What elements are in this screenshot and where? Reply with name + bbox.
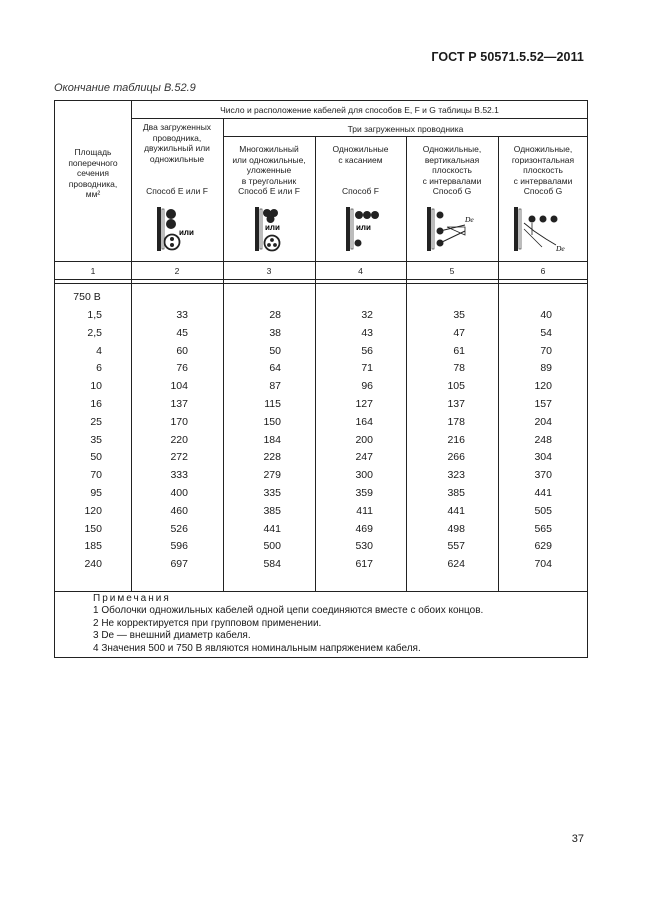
table-cell: 469 (355, 522, 373, 535)
table-cell: 105 (447, 380, 465, 393)
table-cell: 411 (356, 504, 373, 517)
note-item: 3 Dе — внешний диаметр кабеля. (93, 630, 251, 642)
table-cell: 104 (170, 380, 188, 393)
row-cross-section: 25 (90, 415, 102, 428)
table-cell: 248 (534, 433, 552, 446)
row-cross-section: 95 (90, 487, 102, 499)
row-cross-section: 50 (90, 451, 102, 464)
fig-label-ili: или (265, 223, 280, 232)
table-cell: 624 (447, 558, 465, 571)
table-cell: 498 (447, 522, 465, 535)
table-cell: 120 (534, 380, 552, 393)
table-cell: 38 (269, 326, 281, 339)
table-cell: 272 (170, 451, 188, 464)
col4-method: Способ F (342, 186, 379, 196)
figure-two-cables (155, 205, 201, 255)
table-cell: 526 (170, 522, 188, 535)
table-cell: 70 (540, 344, 552, 357)
table-cell: 184 (263, 433, 281, 446)
table-cell: 505 (534, 504, 552, 517)
table-cell: 279 (263, 469, 281, 482)
table-caption: Окончание таблицы В.52.9 (54, 82, 196, 94)
table-cell: 54 (540, 326, 552, 339)
col2-header: Два загруженных проводника, двужильный или одножильные (142, 122, 212, 164)
table-cell: 359 (355, 487, 373, 499)
table-cell: 28 (269, 309, 281, 321)
table-cell: 617 (355, 558, 373, 571)
table-cell: 87 (269, 380, 281, 393)
table-cell: 64 (269, 362, 281, 375)
figure-vertical-spaced-cables (425, 205, 487, 255)
col-number: 6 (540, 266, 546, 276)
table-cell: 216 (447, 433, 465, 446)
fig-label-ili: или (179, 228, 194, 237)
fig-label-de: De (556, 244, 565, 253)
table-cell: 697 (170, 558, 188, 571)
table-cell: 300 (355, 469, 373, 482)
table-cell: 584 (263, 558, 281, 571)
table-cell: 500 (263, 540, 281, 553)
three-loaded-header: Три загруженных проводника (347, 124, 464, 134)
table-cell: 157 (534, 398, 552, 410)
table-cell: 323 (447, 469, 465, 482)
table-cell: 304 (534, 451, 552, 464)
row-cross-section: 16 (90, 398, 102, 410)
col-number: 1 (90, 266, 96, 276)
table-cell: 33 (176, 309, 188, 321)
table-cell: 61 (453, 344, 465, 357)
row-cross-section: 240 (84, 558, 102, 571)
data-table (54, 100, 588, 658)
row-cross-section: 2,5 (87, 326, 102, 339)
col-number: 3 (266, 266, 272, 276)
table-cell: 47 (453, 326, 465, 339)
note-item: 2 Не корректируется при групповом применении. (93, 617, 322, 629)
table-cell: 441 (534, 487, 552, 499)
table-cell: 60 (176, 344, 188, 357)
row-cross-section: 4 (96, 344, 102, 357)
table-cell: 704 (534, 558, 552, 571)
col5-header: Одножильные, вертикальная плоскость с интервалами Способ G (422, 144, 482, 196)
table-cell: 596 (170, 540, 188, 553)
table-cell: 200 (355, 433, 373, 446)
table-cell: 96 (361, 380, 373, 393)
table-cell: 441 (263, 522, 281, 535)
row-cross-section: 10 (90, 380, 102, 393)
table-cell: 441 (447, 504, 465, 517)
table-cell: 137 (447, 398, 465, 410)
table-cell: 50 (269, 344, 281, 357)
table-cell: 565 (534, 522, 552, 535)
table-cell: 400 (170, 487, 188, 499)
table-cell: 333 (170, 469, 188, 482)
col1-header: Площадь поперечного сечения проводника, мм² (68, 147, 118, 199)
table-cell: 247 (355, 451, 373, 464)
top-header: Число и расположение кабелей для способов Е, F и G таблицы В.52.1 (220, 105, 499, 115)
col3-header: Многожильный или одножильные, уложенные в треугольник Способ Е или F (232, 144, 306, 196)
row-cross-section: 120 (84, 504, 102, 517)
table-cell: 32 (361, 309, 373, 321)
row-cross-section: 185 (84, 540, 102, 553)
table-cell: 460 (170, 504, 188, 517)
col4-header: Одножильные с касанием (332, 144, 389, 165)
col-number: 4 (358, 266, 363, 276)
table-cell: 335 (263, 487, 281, 499)
page-number: 37 (571, 833, 584, 845)
table-cell: 43 (361, 326, 373, 339)
col6-header: Одножильные, горизонтальная плоскость с интервалами Способ G (511, 144, 575, 196)
note-item: 4 Значения 500 и 750 В являются номинальным напряжением кабеля. (93, 642, 421, 654)
table-cell: 266 (447, 451, 465, 464)
table-cell: 40 (540, 309, 552, 321)
col-number: 2 (174, 266, 180, 276)
table-cell: 78 (453, 362, 465, 375)
table-cell: 170 (170, 415, 188, 428)
row-cross-section: 35 (90, 433, 102, 446)
note-item: 1 Оболочки одножильных кабелей одной цепи соединяются вместе с обоих концов. (93, 605, 484, 617)
table-cell: 385 (263, 504, 281, 517)
table-cell: 178 (447, 415, 465, 428)
figure-horizontal-spaced-cables (512, 205, 576, 255)
notes (93, 593, 483, 655)
table-cell: 228 (263, 451, 281, 464)
table-cell: 629 (534, 540, 552, 553)
figure-touching-cables (344, 205, 394, 255)
table-cell: 220 (170, 433, 188, 446)
row-cross-section: 70 (90, 469, 102, 482)
table-cell: 557 (447, 540, 465, 553)
document-standard-header: ГОСТ Р 50571.5.52—2011 (431, 50, 584, 64)
fig-label-ili: или (356, 223, 371, 232)
notes-title: Примечания (93, 593, 171, 604)
row-cross-section: 6 (96, 362, 102, 375)
table-cell: 137 (170, 398, 188, 410)
table-cell: 71 (361, 362, 373, 375)
row-cross-section: 150 (84, 522, 102, 535)
table-cell: 45 (176, 326, 188, 339)
fig-label-de: De (465, 215, 474, 224)
table-cell: 76 (176, 362, 188, 375)
table-cell: 204 (534, 415, 552, 428)
table-cell: 150 (263, 415, 281, 428)
table-cell: 35 (453, 309, 465, 321)
col-number: 5 (449, 266, 455, 276)
table-cell: 89 (540, 362, 552, 375)
col2-method: Способ Е или F (146, 186, 208, 196)
voltage-label: 750 В (73, 291, 101, 303)
table-cell: 530 (355, 540, 373, 553)
table-cell: 370 (534, 469, 552, 482)
table-cell: 56 (361, 344, 373, 357)
table-cell: 385 (447, 487, 465, 499)
figure-triangle-cables (253, 205, 299, 255)
table-cell: 115 (264, 398, 281, 410)
table-cell: 164 (355, 415, 373, 428)
table-cell: 127 (355, 398, 373, 410)
row-cross-section: 1,5 (87, 309, 102, 321)
